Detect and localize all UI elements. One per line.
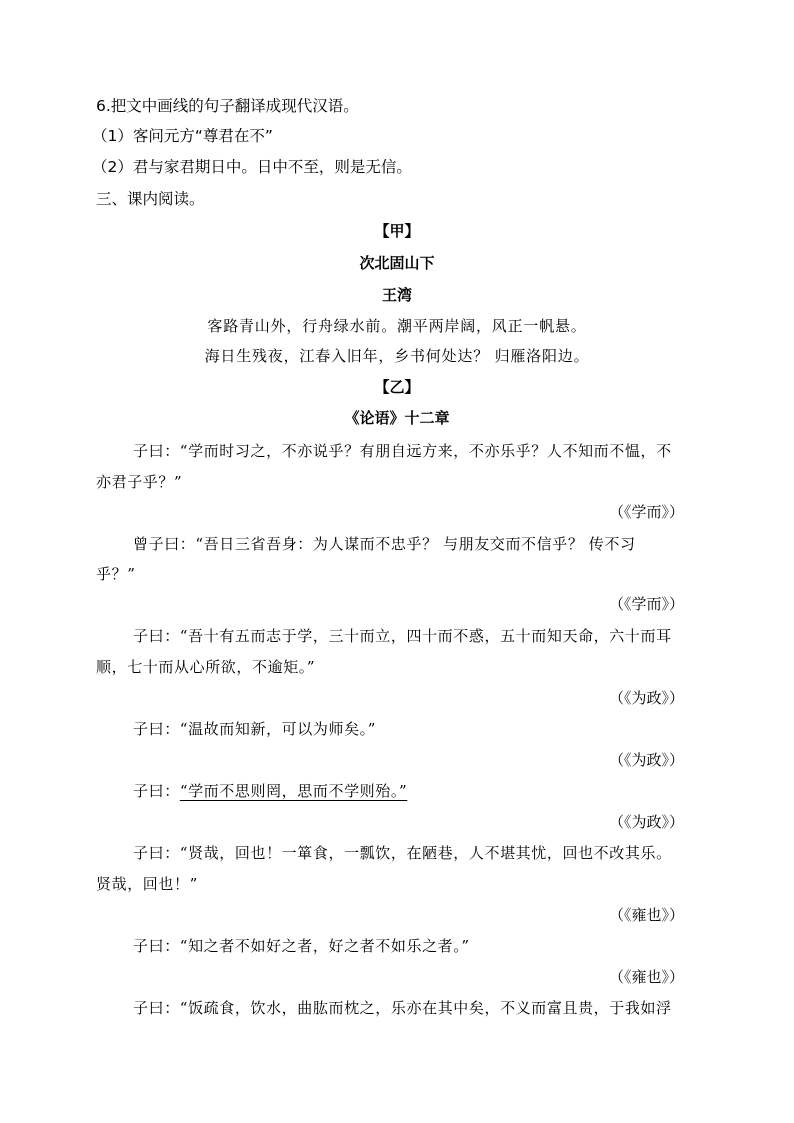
question-6-title: 6.把文中画线的句子翻译成现代汉语。 xyxy=(96,97,359,115)
analects-passage-3-cont: 顺，七十而从心所欲，不逾矩。” xyxy=(96,658,316,676)
question-6-part-1: （1）客问元方“尊君在不” xyxy=(92,127,273,145)
analects-passage-6-source: （《雍也》） xyxy=(608,906,684,924)
section-3-heading: 三、课内阅读。 xyxy=(96,190,205,208)
analects-passage-3: 子曰：“吾十有五而志于学，三十而立，四十而不惑，五十而知天命，六十而耳 xyxy=(133,627,672,645)
analects-passage-4: 子曰：“温故而知新，可以为师矣。” xyxy=(133,720,377,738)
analects-passage-3-source: （《为政》） xyxy=(608,689,684,707)
yi-marker: 【乙】 xyxy=(374,378,420,396)
question-6-part-2: （2）君与家君期日中。日中不至，则是无信。 xyxy=(92,158,412,176)
analects-title: 《论语》十二章 xyxy=(344,409,450,427)
analects-passage-2: 曾子曰：“吾日三省吾身：为人谋而不忠乎？ 与朋友交而不信乎？ 传不习 xyxy=(133,535,636,553)
jia-marker: 【甲】 xyxy=(374,222,420,240)
poem-author: 王湾 xyxy=(381,286,412,304)
analects-passage-1: 子曰：“学而时习之，不亦说乎？有朋自远方来，不亦乐乎？人不知而不愠，不 xyxy=(133,442,672,460)
analects-passage-1-source: （《学而》） xyxy=(608,503,684,521)
underlined-sentence: “学而不思则罔，思而不学则殆。” xyxy=(179,782,408,800)
analects-passage-1-cont: 亦君子乎？” xyxy=(96,473,183,491)
analects-passage-2-source: （《学而》） xyxy=(608,595,684,613)
analects-passage-6: 子曰：“贤哉，回也！一箪食，一瓢饮，在陋巷，人不堪其忧，回也不改其乐。 xyxy=(133,844,672,862)
analects-passage-5-source: （《为政》） xyxy=(608,813,684,831)
poem-title: 次北固山下 xyxy=(359,254,435,272)
analects-passage-8: 子曰：“饭疏食，饮水，曲肱而枕之，乐亦在其中矣，不义而富且贵，于我如浮 xyxy=(133,999,672,1017)
analects-passage-5 xyxy=(133,781,407,801)
analects-passage-6-cont: 贤哉，回也！” xyxy=(96,875,198,893)
poem-line-2: 海日生残夜，江春入旧年，乡书何处达？ 归雁洛阳边。 xyxy=(204,347,590,365)
passage-5-prefix: 子曰： xyxy=(133,782,180,800)
poem-line-1: 客路青山外，行舟绿水前。潮平两岸阔，风正一帆悬。 xyxy=(207,317,587,335)
analects-passage-7: 子曰：“知之者不如好之者，好之者不如乐之者。” xyxy=(133,937,470,955)
analects-passage-7-source: （《雍也》） xyxy=(608,968,684,986)
analects-passage-2-cont: 乎？” xyxy=(96,565,136,583)
analects-passage-4-source: （《为政》） xyxy=(608,751,684,769)
